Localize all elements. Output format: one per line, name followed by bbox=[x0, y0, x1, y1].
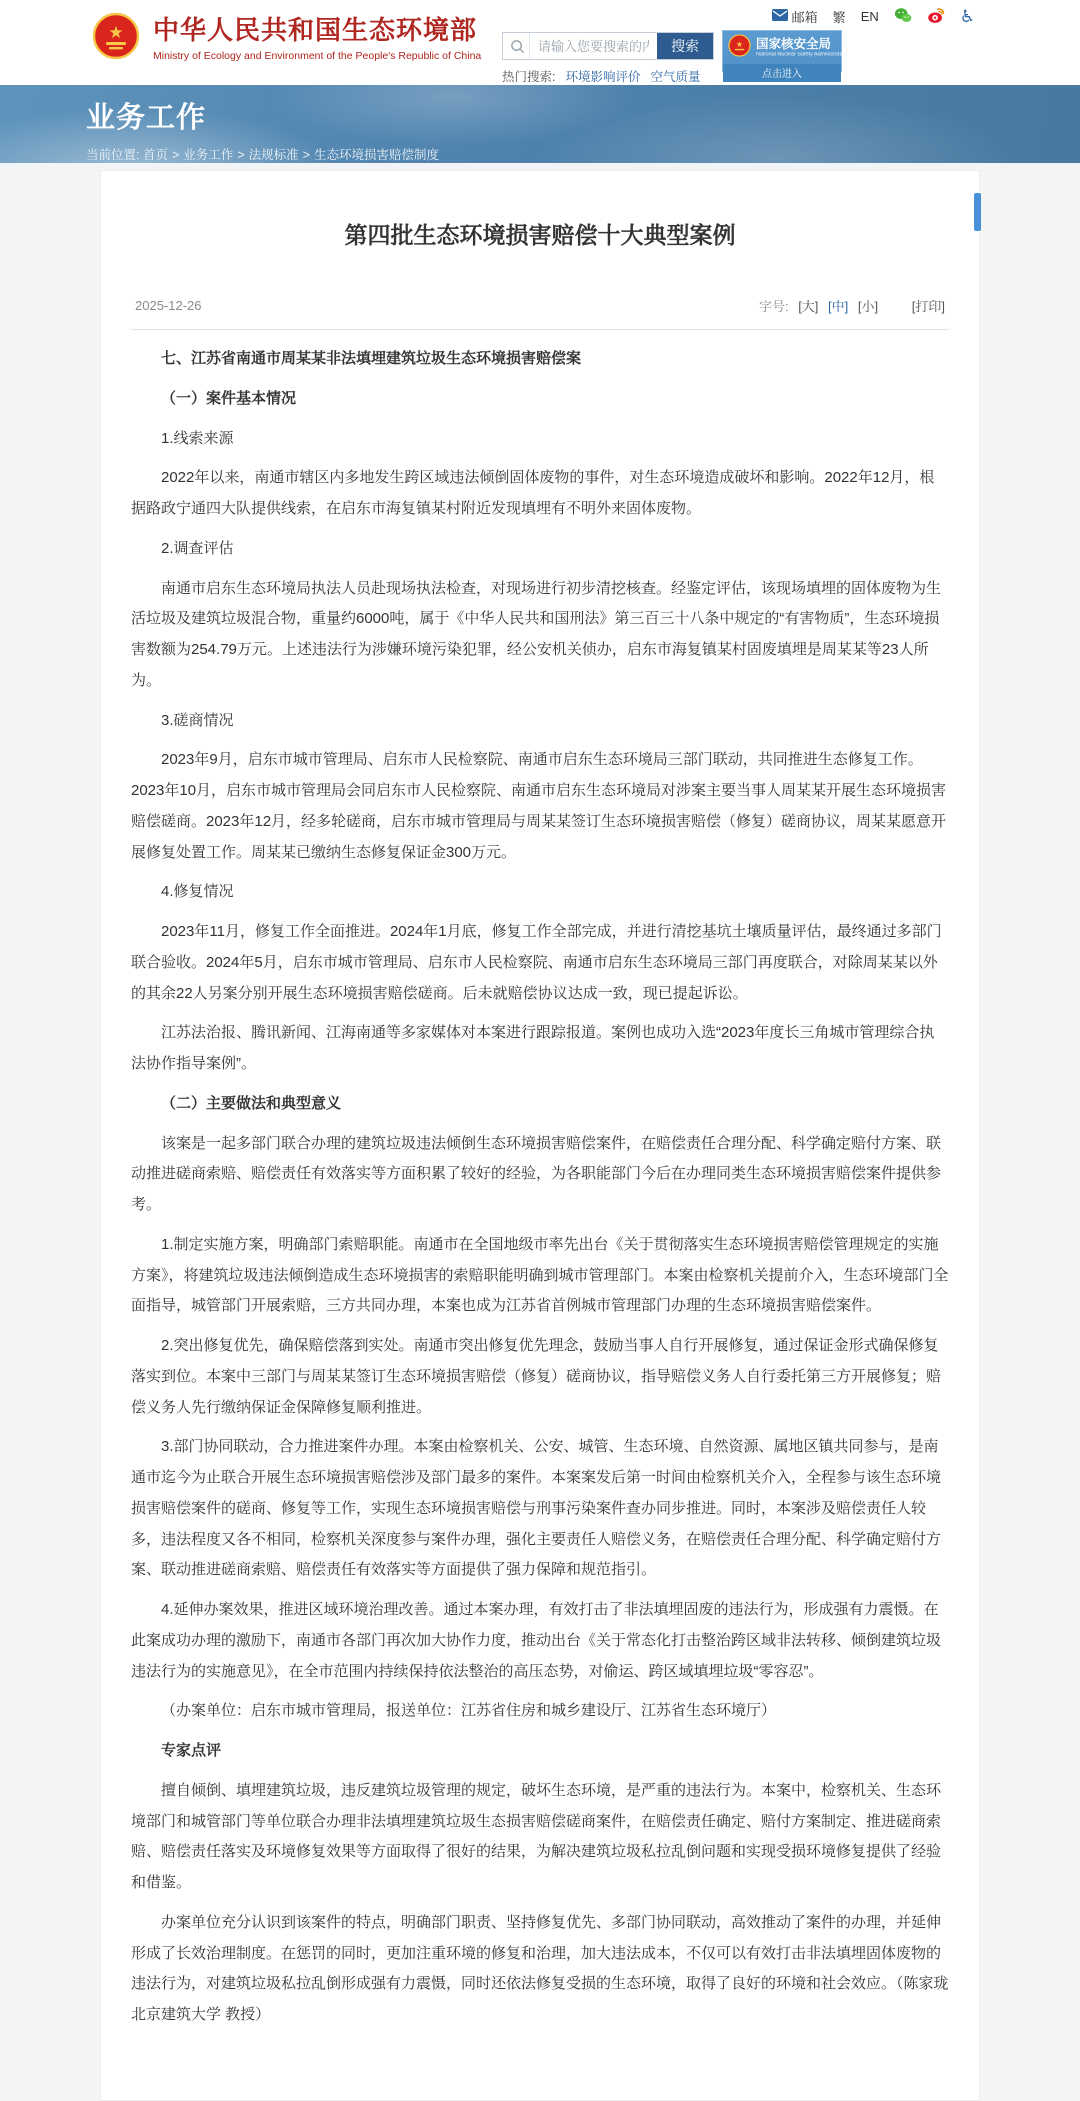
wechat-icon bbox=[894, 6, 912, 27]
article-paragraph: 2.调查评估 bbox=[161, 539, 234, 557]
article-heading: 七、江苏省南通市周某某非法填埋建筑垃圾生态环境损害赔偿案 bbox=[161, 350, 582, 367]
breadcrumb bbox=[86, 145, 1080, 163]
fontsize-large-button[interactable]: [大] bbox=[798, 299, 819, 314]
article-paragraph: 3.部门协同联动，合力推进案件办理。本案由检察机关、公安、城管、生态环境、自然资源、属地区镇共同参与，是南通市迄今为止联合开展生态环境损害赔偿涉及部门最多的案件。本案案发后第一时间由检察机关介入，全程参与该生态环境损害赔偿案件的磋商、修复等工作，实现生态环境损害赔偿与刑事污染案件查办同步推进。同时，本案涉及赔偿责任人较多，违法程度又各不相同，检察机关深度参与案件办理，强化主要责任人赔偿义务，在赔偿责任合理分配、科学确定赔付方案、联动推进磋商索赔、赔偿责任有效落实等方面提供了强力保障和规范指引。 bbox=[131, 1438, 942, 1579]
search-icon bbox=[503, 33, 530, 59]
mail-link[interactable] bbox=[772, 7, 818, 26]
fontsize-label: 字号: bbox=[758, 299, 789, 314]
svg-text:★: ★ bbox=[735, 39, 744, 49]
breadcrumb-item[interactable]: 首页 bbox=[142, 148, 168, 162]
search-button[interactable]: 搜索 bbox=[657, 33, 713, 59]
article-paragraph: 3.磋商情况 bbox=[161, 711, 234, 729]
national-emblem-icon bbox=[92, 12, 140, 65]
article-card bbox=[100, 170, 980, 2101]
logo-text bbox=[153, 15, 481, 61]
nnsa-enter-button[interactable]: 点击进入 bbox=[723, 64, 841, 82]
article-paragraph: （办案单位：启东市城市管理局，报送单位：江苏省住房和城乡建设厅、江苏省生态环境厅） bbox=[161, 1702, 777, 1720]
article-paragraph: 2023年9月，启东市城市管理局、启东市人民检察院、南通市启东生态环境局三部门联动，共同推进生态修复工作。2023年10月，启东市城市管理局会同启东市人民检察院、南通市启东生态环境局对涉案主要当事人周某某开展生态环境损害赔偿磋商。2023年12月，经多轮磋商，启东市城市管理局与周某某签订生态环境损害赔偿（修复）磋商协议，周某某愿意开展修复处置工作。周某某已缴纳生态修复保证金300万元。 bbox=[131, 751, 947, 861]
article-toolbar bbox=[753, 296, 945, 315]
breadcrumb-separator: > bbox=[171, 148, 180, 162]
article-paragraph: 江苏法治报、腾讯新闻、江海南通等多家媒体对本案进行跟踪报道。案例也成功入选“2023年度长三角城市管理综合执法协作指导案例”。 bbox=[131, 1024, 935, 1072]
site-subtitle: Ministry of Ecology and Environment of the People's Republic of China bbox=[153, 49, 482, 62]
breadcrumb-item[interactable]: 生态环境损害赔偿制度 bbox=[313, 148, 439, 162]
article-heading: （一）案件基本情况 bbox=[161, 389, 297, 407]
accessibility-link[interactable] bbox=[960, 8, 975, 25]
hot-search-link[interactable]: 环境影响评价 bbox=[565, 70, 641, 84]
breadcrumb-item[interactable]: 法规标准 bbox=[248, 148, 299, 162]
page-title: 业务工作 bbox=[86, 102, 207, 134]
main-content bbox=[0, 163, 1080, 2101]
traditional-chinese-toggle[interactable]: 繁 bbox=[832, 10, 846, 25]
nnsa-emblem-icon bbox=[728, 34, 751, 62]
article-paragraph: 该案是一起多部门联合办理的建筑垃圾违法倾倒生态环境损害赔偿案件，在赔偿责任合理分配、科学确定赔付方案、联动推进磋商索赔、赔偿责任有效落实等方面积累了较好的经验，为各职能部门今后在办理同类生态环境损害赔偿案件提供参考。 bbox=[131, 1134, 942, 1213]
mail-label: 邮箱 bbox=[791, 10, 818, 25]
topbar bbox=[772, 6, 975, 27]
english-toggle[interactable]: EN bbox=[860, 9, 879, 24]
article-paragraph: 2023年11月，修复工作全面推进。2024年1月底，修复工作全部完成，并进行清挖基坑土壤质量评估，最终通过多部门联合验收。2024年5月，启东市城市管理局、启东市人民检察院、南通市启东生态环境局三部门再度联合，对除周某某以外的其余22人另案分别开展生态环境损害赔偿磋商。后未就赔偿协议达成一致，现已提起诉讼。 bbox=[131, 923, 942, 1002]
breadcrumb-separator: > bbox=[237, 148, 245, 162]
breadcrumb-separator: > bbox=[302, 148, 310, 162]
article-paragraph: 4.延伸办案效果，推进区域环境治理改善。通过本案办理，有效打击了非法填埋固废的违法行为，形成强有力震慑。在此案成功办理的激励下，南通市各部门再次加大协作力度，推动出台《关于常态化打击整治跨区域非法转移、倾倒建筑垃圾违法行为的实施意见》，在全市范围内持续保持依法整治的高压态势，对偷运、跨区域填埋垃圾“零容忍”。 bbox=[131, 1601, 942, 1680]
article-paragraph: 1.线索来源 bbox=[161, 429, 234, 447]
accessibility-icon: ♿ bbox=[959, 7, 975, 26]
article-paragraph: 2.突出修复优先，确保赔偿落到实处。南通市突出修复优先理念，鼓励当事人自行开展修复，通过保证金形式确保修复落实到位。本案中三部门与周某某签订生态环境损害赔偿（修复）磋商协议，指导赔偿义务人自行委托第三方开展修复；赔偿义务人先行缴纳保证金保障修复顺利推进。 bbox=[131, 1337, 942, 1416]
weibo-icon bbox=[927, 6, 945, 27]
weibo-link[interactable] bbox=[927, 6, 945, 27]
nnsa-subtitle: National Nuclear Safety Administration bbox=[756, 51, 849, 58]
article-meta bbox=[131, 296, 949, 330]
article-paragraph: 1.制定实施方案，明确部门索赔职能。南通市在全国地级市率先出台《关于贯彻落实生态环境损害赔偿管理规定的实施方案》，将建筑垃圾违法倾倒造成生态环境损害的索赔职能明确到城市管理部门。本案由检察机关提前介入，生态环境部门全面指导，城管部门开展索赔，三方共同办理，本案也成为江苏省首例城市管理部门办理的生态环境损害赔偿案件。 bbox=[131, 1235, 949, 1315]
mail-icon bbox=[772, 9, 788, 24]
fontsize-medium-button[interactable]: [中] bbox=[828, 299, 849, 314]
breadcrumb-item[interactable]: 业务工作 bbox=[183, 148, 234, 162]
print-button[interactable]: [打印] bbox=[911, 299, 945, 314]
article-title: 第四批生态环境损害赔偿十大典型案例 bbox=[344, 222, 736, 248]
article-paragraph: 办案单位充分认识到该案件的特点，明确部门职责、坚持修复优先、多部门协同联动，高效推动了案件的办理，并延伸形成了长效治理制度。在惩罚的同时，更加注重环境的修复和治理，加大违法成本，不仅可以有效打击非法填埋固体废物的违法行为，对建筑垃圾私拉乱倒形成强有力震慑，同时还依法修复受损的生态环境，取得了良好的环境和社会效应。（陈家珑 北京建筑大学 教授） bbox=[131, 1913, 949, 2023]
nnsa-top bbox=[723, 31, 849, 62]
nnsa-banner[interactable] bbox=[722, 30, 849, 80]
hot-search-link[interactable]: 空气质量 bbox=[650, 70, 701, 84]
site-logo[interactable] bbox=[92, 12, 481, 65]
fontsize-small-button[interactable]: [小] bbox=[857, 299, 879, 314]
article-heading: （二）主要做法和典型意义 bbox=[161, 1094, 342, 1112]
article-heading: 专家点评 bbox=[161, 1742, 222, 1759]
wechat-link[interactable] bbox=[894, 6, 912, 27]
article-date: 2025-12-26 bbox=[135, 298, 202, 313]
article-paragraph: 擅自倾倒、填埋建筑垃圾，违反建筑垃圾管理的规定，破坏生态环境，是严重的违法行为。本案中，检察机关、生态环境部门和城管部门等单位联合办理非法填埋建筑垃圾生态损害赔偿磋商案件，在赔偿责任确定、赔付方案制定、推进磋商索赔、赔偿责任落实及环境修复效果等方面取得了很好的结果，为解决建筑垃圾私拉乱倒问题和实现受损环境修复提供了经验和借鉴。 bbox=[131, 1781, 942, 1891]
article-body bbox=[131, 330, 949, 2031]
site-header bbox=[0, 0, 1080, 85]
search-input[interactable] bbox=[530, 33, 657, 59]
hot-search bbox=[502, 67, 714, 85]
article-paragraph: 2022年以来，南通市辖区内多地发生跨区域违法倾倒固体废物的事件，对生态环境造成破坏和影响。2022年12月，根据路政宁通四大队提供线索，在启东市海复镇某村附近发现填埋有不明外来固体废物。 bbox=[131, 469, 935, 517]
article-paragraph: 南通市启东生态环境局执法人员赴现场执法检查，对现场进行初步清挖核查。经鉴定评估，该现场填埋的固体废物为生活垃圾及建筑垃圾混合物，重量约6000吨，属于《中华人民共和国刑法》第三百三十八条中规定的“有害物质”，生态环境损害数额为254.79万元。上述违法行为涉嫌环境污染犯罪，经公安机关侦办，启东市海复镇某村固废填埋是周某某等23人所为。 bbox=[131, 579, 942, 689]
search-area bbox=[502, 32, 714, 85]
site-title: 中华人民共和国生态环境部 bbox=[153, 15, 478, 46]
search-box bbox=[502, 32, 714, 60]
nnsa-title: 国家核安全局 bbox=[756, 37, 832, 52]
side-float-widget[interactable] bbox=[974, 193, 981, 231]
svg-text:★: ★ bbox=[108, 23, 124, 42]
article-paragraph: 4.修复情况 bbox=[161, 883, 234, 901]
section-banner bbox=[0, 85, 1080, 163]
breadcrumb-label: 当前位置: bbox=[86, 148, 140, 162]
hot-search-label: 热门搜索: bbox=[502, 70, 556, 84]
